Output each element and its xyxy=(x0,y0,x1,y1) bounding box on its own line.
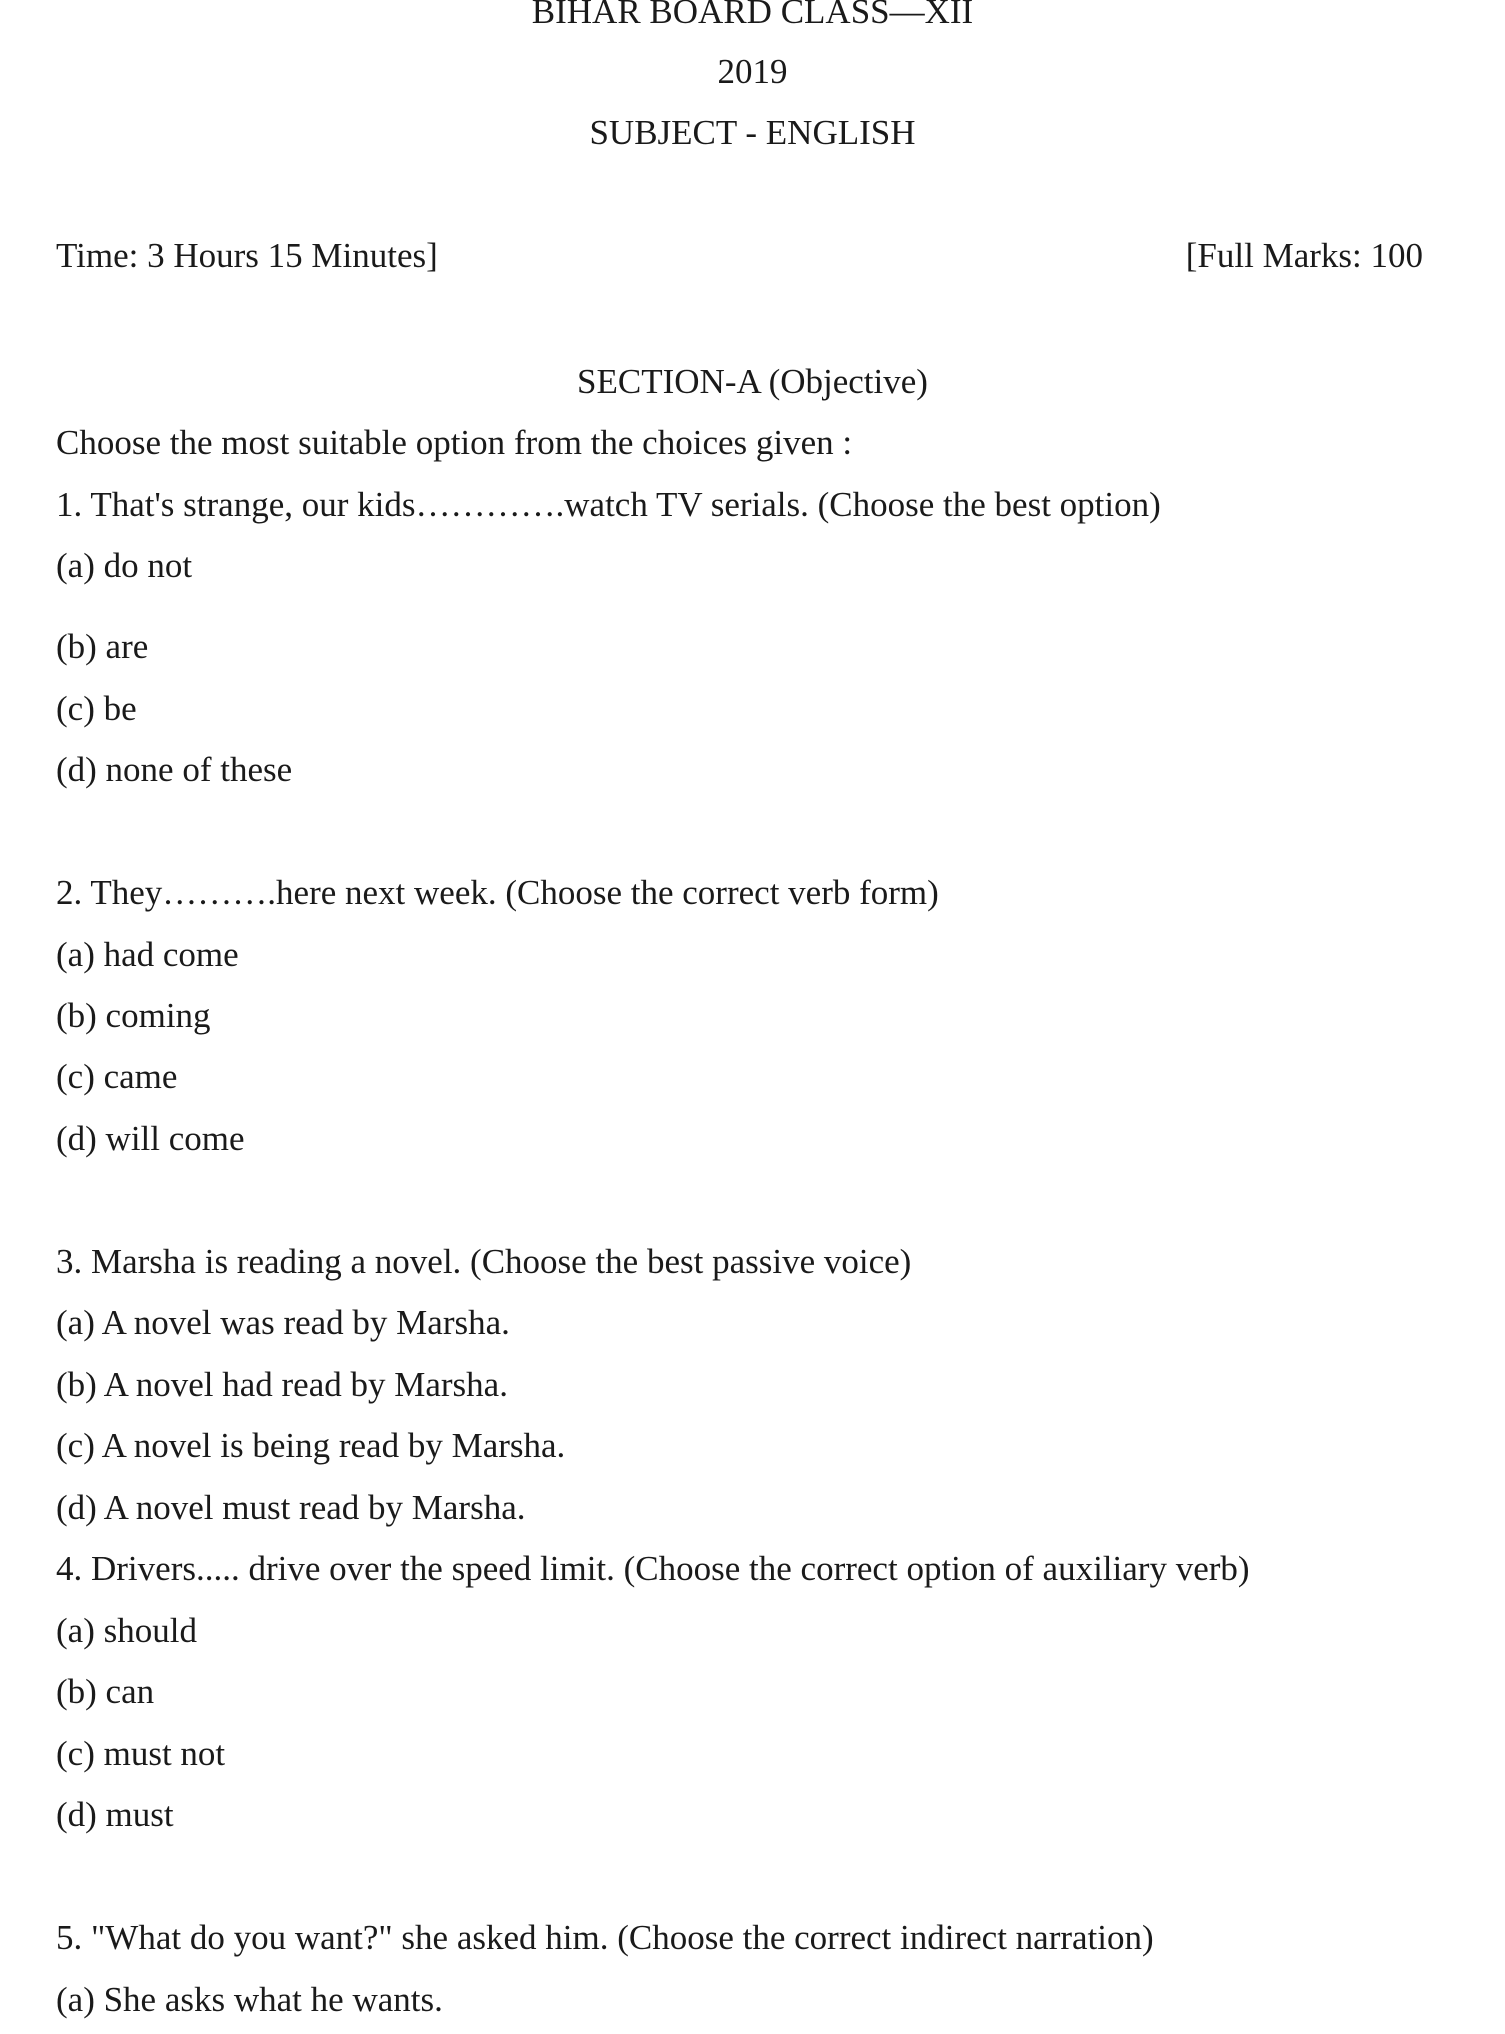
question-4-text: 4. Drivers..... drive over the speed limit. (Choose the correct option of auxiliary verb) xyxy=(56,1549,1250,1588)
question-3-option-a: (a) A novel was read by Marsha. xyxy=(56,1303,510,1342)
subject-title: SUBJECT - ENGLISH xyxy=(589,113,916,152)
question-1-option-a: (a) do not xyxy=(56,546,193,585)
section-instruction: Choose the most suitable option from the choices given : xyxy=(56,423,853,462)
exam-year: 2019 xyxy=(717,52,788,91)
question-2-option-c: (c) came xyxy=(56,1057,178,1096)
question-1-option-c: (c) be xyxy=(56,689,137,728)
question-3-option-d: (d) A novel must read by Marsha. xyxy=(56,1488,526,1527)
question-1-option-d: (d) none of these xyxy=(56,750,293,789)
question-4-option-c: (c) must not xyxy=(56,1734,226,1773)
board-title: BIHAR BOARD CLASS—XII xyxy=(531,0,974,31)
question-5-text: 5. "What do you want?" she asked him. (Choose the correct indirect narration) xyxy=(56,1918,1154,1957)
question-4-option-b: (b) can xyxy=(56,1672,155,1711)
question-2-option-d: (d) will come xyxy=(56,1119,245,1158)
question-4-option-d: (d) must xyxy=(56,1795,174,1834)
question-4-option-a: (a) should xyxy=(56,1611,197,1650)
question-2-text: 2. They……….here next week. (Choose the correct verb form) xyxy=(56,873,939,912)
question-3-text: 3. Marsha is reading a novel. (Choose the best passive voice) xyxy=(56,1242,912,1281)
full-marks-label: [Full Marks: 100 xyxy=(1185,236,1423,275)
question-2-option-b: (b) coming xyxy=(56,996,211,1035)
question-2-option-a: (a) had come xyxy=(56,935,239,974)
section-title: SECTION-A (Objective) xyxy=(577,362,928,401)
question-1-text: 1. That's strange, our kids………….watch TV serials. (Choose the best option) xyxy=(56,485,1161,524)
question-3-option-b: (b) A novel had read by Marsha. xyxy=(56,1365,508,1404)
question-3-option-c: (c) A novel is being read by Marsha. xyxy=(56,1426,566,1465)
time-label: Time: 3 Hours 15 Minutes] xyxy=(56,236,438,275)
question-1-option-b: (b) are xyxy=(56,627,149,666)
question-5-option-a: (a) She asks what he wants. xyxy=(56,1980,443,2019)
